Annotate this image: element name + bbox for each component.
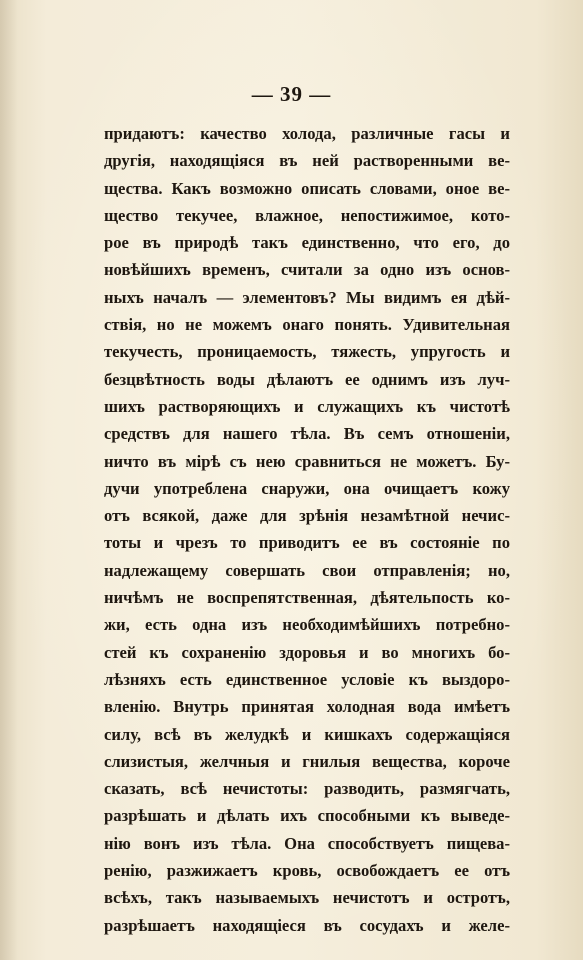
text-line: другія, находящіяся въ ней растворенными ве- (104, 151, 510, 171)
text-line: нію вонъ изъ тѣла. Она способствуетъ пищева- (104, 833, 510, 853)
text-line: ныхъ началъ — элементовъ? Мы видимъ ея дѣй- (104, 287, 510, 307)
text-line: ничѣмъ не воспрепятственная, дѣятельпость ко- (104, 588, 510, 608)
text-line: новѣйшихъ временъ, считали за одно изъ основ- (104, 260, 510, 280)
page-gutter-shadow (0, 0, 18, 960)
text-line: рое въ природѣ такъ единственно, что его, до (104, 233, 510, 253)
text-line: безцвѣтность воды дѣлаютъ ее однимъ изъ луч- (104, 369, 510, 389)
text-line: разрѣшать и дѣлать ихъ способными къ выведе- (104, 806, 510, 826)
text-line: надлежащему совершать свои отправленія; но, (104, 560, 510, 580)
text-line: сказать, всѣ нечистоты: разводить, размягчать, (104, 779, 510, 799)
text-line: стей къ сохраненію здоровья и во многихъ бо- (104, 642, 510, 662)
text-line: жи, есть одна изъ необходимѣйшихъ потребно- (104, 615, 510, 635)
text-line: придаютъ: качество холода, различные гасы и (104, 124, 510, 143)
body-text (104, 120, 510, 939)
text-line: щество текучее, влажное, непостижимое, кото- (104, 205, 510, 225)
text-line: вленію. Внутрь принятая холодная вода имѣетъ (104, 697, 510, 717)
page-number: — 39 — (251, 82, 332, 106)
text-line: всѣхъ, такъ называемыхъ нечистотъ и остротъ, (104, 888, 510, 908)
text-line: разрѣшаетъ находящіеся въ сосудахъ и желе- (104, 915, 510, 935)
text-line: щества. Какъ возможно описать словами, оное ве- (104, 178, 510, 198)
text-line: отъ всякой, даже для зрѣнія незамѣтной нечис- (104, 506, 510, 526)
text-line: дучи употреблена снаружи, она очищаетъ кожу (104, 478, 510, 498)
text-line: тоты и чрезъ то приводитъ ее въ состояніе по (104, 533, 510, 553)
text-line: слизистыя, желчныя и гнилыя вещества, короче (104, 751, 510, 771)
text-line: текучесть, проницаемость, тяжесть, упругость и (104, 342, 510, 362)
text-line: ренію, разжижаетъ кровь, освобождаетъ ее отъ (104, 861, 510, 881)
text-line: ничто въ мірѣ съ нею сравниться не можетъ. Бу- (104, 451, 510, 471)
text-line: шихъ растворяющихъ и служащихъ къ чистотѣ (104, 396, 510, 416)
text-line: ствія, но не можемъ онаго понять. Удивительная (104, 315, 510, 335)
text-line: силу, всѣ въ желудкѣ и кишкахъ содержащіяся (104, 724, 510, 744)
text-line: средствъ для нашего тѣла. Въ семъ отношеніи, (104, 424, 510, 444)
text-line: лѣзняхъ есть единственное условіе къ выздоро- (104, 669, 510, 689)
